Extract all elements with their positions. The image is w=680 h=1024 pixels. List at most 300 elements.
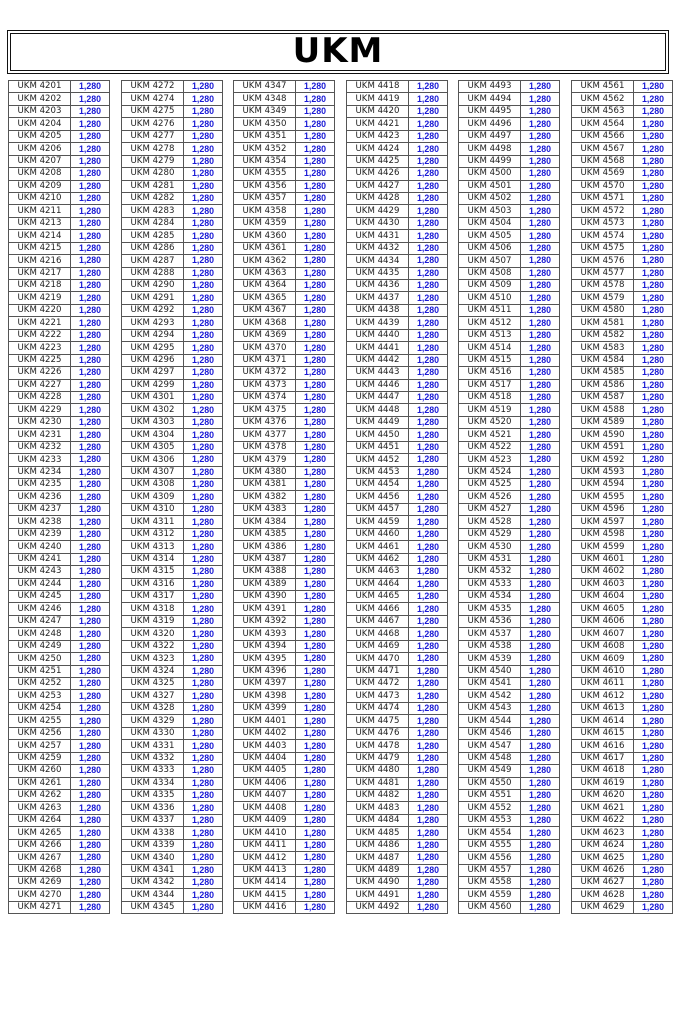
table-row [9,367,110,379]
table-row [9,304,110,316]
item-code: UKM 4449 [347,416,409,428]
item-price: 1,280 [71,192,110,204]
item-price: 1,280 [296,615,335,627]
item-price: 1,280 [409,379,448,391]
table-row [459,205,560,217]
item-code: UKM 4214 [9,230,71,242]
table-row [234,877,335,889]
table-row [459,379,560,391]
table-row [9,615,110,627]
item-price: 1,280 [71,230,110,242]
table-row [459,628,560,640]
item-price: 1,280 [296,727,335,739]
item-price: 1,280 [184,578,223,590]
item-price: 1,280 [296,342,335,354]
table-row [572,130,673,142]
item-price: 1,280 [409,839,448,851]
table-row [459,81,560,93]
table-row [9,727,110,739]
item-code: UKM 4510 [459,292,521,304]
item-code: UKM 4217 [9,267,71,279]
item-price: 1,280 [184,752,223,764]
item-code: UKM 4365 [234,292,296,304]
item-price: 1,280 [71,553,110,565]
item-code: UKM 4464 [347,578,409,590]
table-row [347,205,448,217]
table-row [572,143,673,155]
item-code: UKM 4363 [234,267,296,279]
item-price: 1,280 [634,789,673,801]
item-price: 1,280 [296,168,335,180]
item-price: 1,280 [634,877,673,889]
table-row [347,267,448,279]
item-price: 1,280 [521,690,560,702]
item-code: UKM 4288 [122,267,184,279]
item-price: 1,280 [409,479,448,491]
table-row [347,752,448,764]
item-code: UKM 4216 [9,255,71,267]
table-row [122,802,223,814]
table-row [572,280,673,292]
table-row [122,615,223,627]
table-row [572,441,673,453]
table-row [9,379,110,391]
item-price: 1,280 [296,118,335,130]
item-code: UKM 4624 [572,839,634,851]
table-row [234,416,335,428]
table-row [347,130,448,142]
item-price: 1,280 [71,566,110,578]
item-price: 1,280 [71,777,110,789]
item-code: UKM 4437 [347,292,409,304]
item-code: UKM 4272 [122,81,184,93]
item-price: 1,280 [521,168,560,180]
item-price: 1,280 [409,391,448,403]
table-row [234,566,335,578]
item-code: UKM 4411 [234,839,296,851]
table-row [347,615,448,627]
item-code: UKM 4604 [572,590,634,602]
table-row [122,765,223,777]
item-code: UKM 4594 [572,479,634,491]
item-code: UKM 4362 [234,255,296,267]
item-code: UKM 4588 [572,404,634,416]
item-code: UKM 4556 [459,852,521,864]
table-row [234,466,335,478]
item-price: 1,280 [521,752,560,764]
table-row [9,267,110,279]
item-code: UKM 4260 [9,765,71,777]
table-row [459,615,560,627]
item-code: UKM 4469 [347,640,409,652]
table-row [347,155,448,167]
table-row [347,143,448,155]
table-row [347,541,448,553]
table-row [122,155,223,167]
table-row [459,752,560,764]
item-code: UKM 4276 [122,118,184,130]
item-price: 1,280 [634,292,673,304]
table-row [459,130,560,142]
item-code: UKM 4515 [459,354,521,366]
item-code: UKM 4526 [459,491,521,503]
item-code: UKM 4535 [459,603,521,615]
table-row [234,391,335,403]
item-price: 1,280 [296,466,335,478]
table-row [234,541,335,553]
item-price: 1,280 [634,702,673,714]
item-code: UKM 4506 [459,242,521,254]
table-row [234,740,335,752]
item-price: 1,280 [409,267,448,279]
price-table [233,80,335,914]
table-row [347,553,448,565]
table-row [459,653,560,665]
item-code: UKM 4566 [572,130,634,142]
item-code: UKM 4399 [234,702,296,714]
item-price: 1,280 [184,466,223,478]
item-code: UKM 4427 [347,180,409,192]
table-row [459,503,560,515]
item-code: UKM 4546 [459,727,521,739]
item-code: UKM 4476 [347,727,409,739]
item-price: 1,280 [634,118,673,130]
item-price: 1,280 [71,217,110,229]
item-price: 1,280 [634,516,673,528]
item-code: UKM 4251 [9,665,71,677]
item-price: 1,280 [296,877,335,889]
table-row [572,752,673,764]
item-code: UKM 4283 [122,205,184,217]
table-row [459,789,560,801]
item-price: 1,280 [634,528,673,540]
item-code: UKM 4502 [459,192,521,204]
item-code: UKM 4540 [459,665,521,677]
item-price: 1,280 [71,889,110,901]
item-code: UKM 4611 [572,678,634,690]
item-code: UKM 4548 [459,752,521,764]
item-code: UKM 4256 [9,727,71,739]
table-row [9,329,110,341]
item-price: 1,280 [184,827,223,839]
item-price: 1,280 [184,416,223,428]
item-price: 1,280 [521,391,560,403]
table-row [459,678,560,690]
item-code: UKM 4257 [9,740,71,752]
item-price: 1,280 [296,603,335,615]
table-row [572,827,673,839]
table-row [572,503,673,515]
item-code: UKM 4278 [122,143,184,155]
table-row [459,118,560,130]
title-frame [10,33,666,71]
table-row [122,329,223,341]
table-row [122,727,223,739]
item-code: UKM 4205 [9,130,71,142]
table-row [234,578,335,590]
item-code: UKM 4613 [572,702,634,714]
item-price: 1,280 [184,180,223,192]
item-price: 1,280 [296,690,335,702]
table-row [459,255,560,267]
item-price: 1,280 [71,727,110,739]
item-code: UKM 4287 [122,255,184,267]
table-row [347,877,448,889]
item-code: UKM 4245 [9,590,71,602]
table-row [347,653,448,665]
item-price: 1,280 [71,354,110,366]
item-price: 1,280 [71,802,110,814]
item-price: 1,280 [71,827,110,839]
item-code: UKM 4461 [347,541,409,553]
table-row [459,217,560,229]
item-price: 1,280 [71,329,110,341]
table-row [122,566,223,578]
table-row [459,578,560,590]
item-price: 1,280 [409,192,448,204]
item-price: 1,280 [521,678,560,690]
item-code: UKM 4265 [9,827,71,839]
table-row [572,379,673,391]
table-row [347,702,448,714]
table-row [234,255,335,267]
item-code: UKM 4618 [572,765,634,777]
table-row [122,342,223,354]
table-row [347,391,448,403]
item-code: UKM 4450 [347,429,409,441]
table-row [234,143,335,155]
item-code: UKM 4589 [572,416,634,428]
table-row [459,640,560,652]
item-price: 1,280 [184,205,223,217]
table-row [9,354,110,366]
item-price: 1,280 [296,155,335,167]
table-row [234,765,335,777]
item-price: 1,280 [71,168,110,180]
table-row [459,901,560,913]
item-code: UKM 4201 [9,81,71,93]
item-price: 1,280 [634,404,673,416]
item-code: UKM 4534 [459,590,521,602]
item-code: UKM 4324 [122,665,184,677]
table-row [459,329,560,341]
item-code: UKM 4441 [347,342,409,354]
item-price: 1,280 [296,304,335,316]
item-code: UKM 4305 [122,441,184,453]
table-row [572,702,673,714]
item-price: 1,280 [409,566,448,578]
item-price: 1,280 [296,590,335,602]
table-row [572,416,673,428]
title-box [7,30,669,74]
table-row [122,130,223,142]
table-row [459,566,560,578]
table-row [9,541,110,553]
item-code: UKM 4391 [234,603,296,615]
table-row [572,304,673,316]
item-code: UKM 4487 [347,852,409,864]
table-row [9,852,110,864]
table-row [234,528,335,540]
table-row [122,304,223,316]
item-price: 1,280 [521,802,560,814]
table-row [122,217,223,229]
table-row [459,690,560,702]
item-price: 1,280 [71,789,110,801]
item-price: 1,280 [71,304,110,316]
table-row [459,304,560,316]
table-row [234,827,335,839]
table-row [9,416,110,428]
item-code: UKM 4344 [122,889,184,901]
item-price: 1,280 [184,454,223,466]
table-row [122,839,223,851]
table-row [122,416,223,428]
table-row [234,889,335,901]
table-row [9,404,110,416]
item-price: 1,280 [521,454,560,466]
table-row [122,578,223,590]
item-code: UKM 4354 [234,155,296,167]
item-code: UKM 4315 [122,566,184,578]
table-row [347,466,448,478]
table-row [9,665,110,677]
table-row [572,690,673,702]
item-code: UKM 4226 [9,367,71,379]
item-price: 1,280 [296,864,335,876]
item-code: UKM 4560 [459,901,521,913]
table-row [459,553,560,565]
item-price: 1,280 [409,814,448,826]
item-price: 1,280 [296,702,335,714]
item-code: UKM 4562 [572,93,634,105]
table-row [347,304,448,316]
table-row [9,889,110,901]
item-code: UKM 4264 [9,814,71,826]
item-code: UKM 4544 [459,715,521,727]
item-code: UKM 4263 [9,802,71,814]
item-price: 1,280 [634,503,673,515]
item-price: 1,280 [296,143,335,155]
item-code: UKM 4480 [347,765,409,777]
table-row [9,715,110,727]
item-code: UKM 4569 [572,168,634,180]
item-price: 1,280 [521,155,560,167]
table-row [9,640,110,652]
item-price: 1,280 [71,454,110,466]
item-price: 1,280 [296,255,335,267]
item-code: UKM 4228 [9,391,71,403]
item-price: 1,280 [634,541,673,553]
table-row [122,541,223,553]
table-row [234,242,335,254]
item-price: 1,280 [409,255,448,267]
item-price: 1,280 [409,715,448,727]
item-price: 1,280 [634,416,673,428]
item-code: UKM 4356 [234,180,296,192]
table-row [9,814,110,826]
item-code: UKM 4413 [234,864,296,876]
item-code: UKM 4554 [459,827,521,839]
item-code: UKM 4504 [459,217,521,229]
item-price: 1,280 [634,155,673,167]
item-code: UKM 4591 [572,441,634,453]
item-price: 1,280 [296,765,335,777]
item-code: UKM 4620 [572,789,634,801]
item-price: 1,280 [521,653,560,665]
table-row [459,814,560,826]
item-price: 1,280 [409,653,448,665]
item-price: 1,280 [184,255,223,267]
table-row [9,789,110,801]
table-row [459,765,560,777]
item-code: UKM 4623 [572,827,634,839]
item-price: 1,280 [521,429,560,441]
item-price: 1,280 [521,740,560,752]
item-price: 1,280 [296,901,335,913]
item-code: UKM 4532 [459,566,521,578]
item-price: 1,280 [184,367,223,379]
item-price: 1,280 [409,143,448,155]
table-row [122,280,223,292]
item-code: UKM 4253 [9,690,71,702]
item-price: 1,280 [409,230,448,242]
item-code: UKM 4479 [347,752,409,764]
table-row [122,789,223,801]
item-price: 1,280 [521,192,560,204]
table-row [572,802,673,814]
table-row [122,354,223,366]
item-code: UKM 4381 [234,479,296,491]
table-row [234,441,335,453]
table-row [9,864,110,876]
table-row [347,690,448,702]
item-code: UKM 4312 [122,528,184,540]
item-price: 1,280 [71,81,110,93]
item-price: 1,280 [71,280,110,292]
item-price: 1,280 [184,329,223,341]
item-code: UKM 4255 [9,715,71,727]
item-price: 1,280 [184,628,223,640]
item-price: 1,280 [296,541,335,553]
item-code: UKM 4513 [459,329,521,341]
table-row [234,802,335,814]
table-row [459,429,560,441]
item-price: 1,280 [71,590,110,602]
table-row [572,789,673,801]
item-price: 1,280 [409,342,448,354]
table-row [572,603,673,615]
item-code: UKM 4377 [234,429,296,441]
item-price: 1,280 [634,81,673,93]
item-price: 1,280 [409,628,448,640]
item-code: UKM 4267 [9,852,71,864]
table-row [122,367,223,379]
item-code: UKM 4525 [459,479,521,491]
table-row [572,640,673,652]
item-code: UKM 4412 [234,852,296,864]
item-price: 1,280 [296,416,335,428]
table-row [122,827,223,839]
item-price: 1,280 [296,814,335,826]
item-price: 1,280 [521,242,560,254]
item-code: UKM 4483 [347,802,409,814]
item-price: 1,280 [184,640,223,652]
table-row [234,752,335,764]
item-code: UKM 4617 [572,752,634,764]
item-code: UKM 4227 [9,379,71,391]
item-code: UKM 4452 [347,454,409,466]
